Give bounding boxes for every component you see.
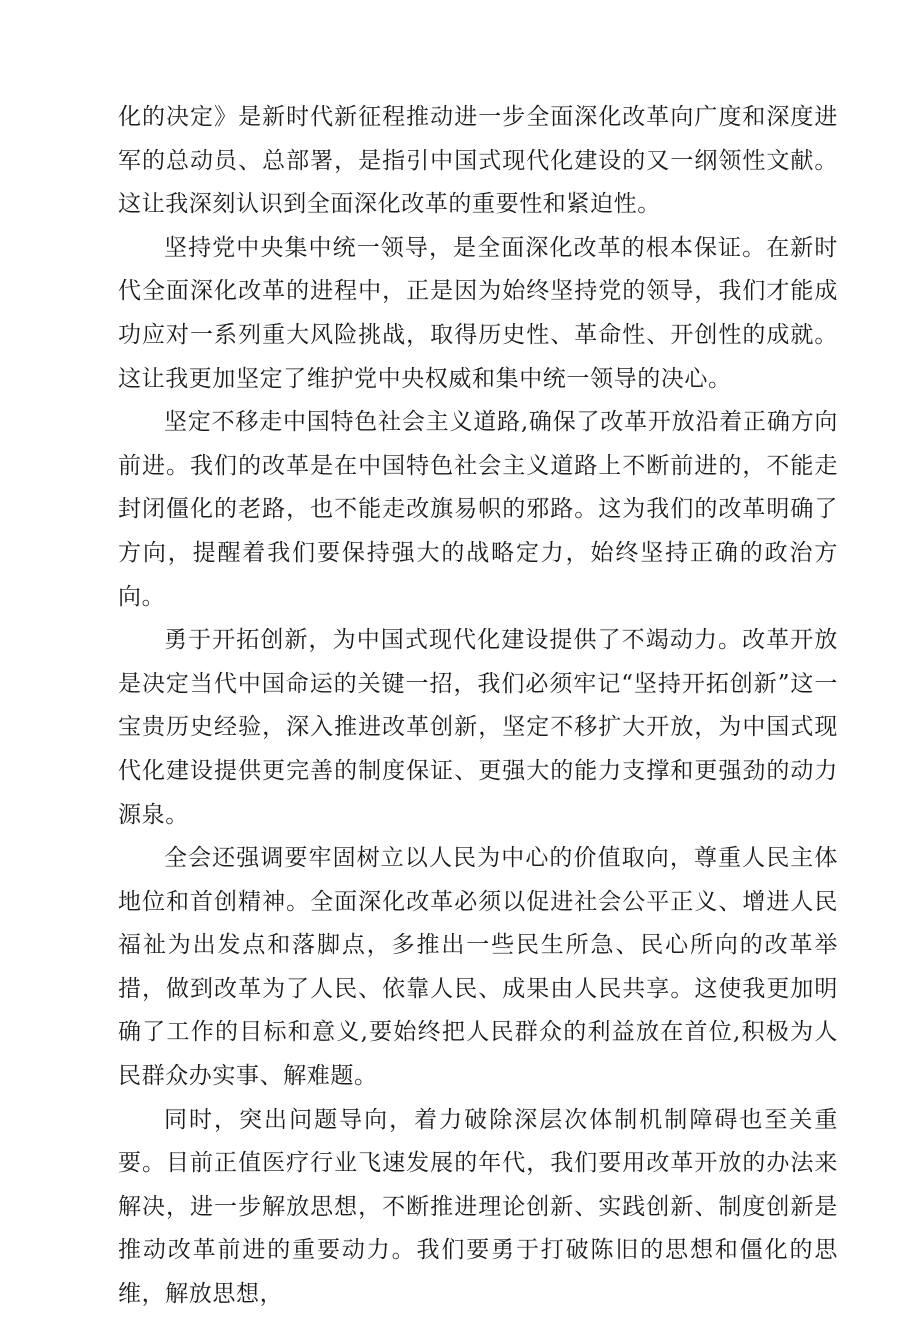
paragraph-6: 同时，突出问题导向，着力破除深层次体制机制障碍也至关重要。目前正值医疗行业飞速发展的年代，我们要用改革开放的办法来解决，进一步解放思想，不断推进理论创新、实践创新、制度创新是推动改革前进的重要动力。我们要勇于打破陈旧的思想和僵化的思维，解放思想， xyxy=(118,1106,838,1308)
paragraph-1: 化的决定》是新时代新征程推动进一步全面深化改革向广度和深度进军的总动员、总部署，是指引中国式现代化建设的又一纲领性文献。这让我深刻认识到全面深化改革的重要性和紧迫性。 xyxy=(118,104,838,218)
paragraph-5: 全会还强调要牢固树立以人民为中心的价值取向，尊重人民主体地位和首创精神。全面深化改革必须以促进社会公平正义、增进人民福祉为出发点和落脚点，多推出一些民生所急、民心所向的改革举措，做到改革为了人民、依靠人民、成果由人民共享。这使我更加明确了工作的目标和意义,要始终把人民群众的利益放在首位,积极为人民群众办实事、解难题。 xyxy=(118,845,838,1090)
paragraph-3: 坚定不移走中国特色社会主义道路,确保了改革开放沿着正确方向前进。我们的改革是在中国特色社会主义道路上不断前进的，不能走封闭僵化的老路，也不能走改旗易帜的邪路。这为我们的改革明确了方向，提醒着我们要保持强大的战略定力，始终坚持正确的政治方向。 xyxy=(118,409,838,610)
document-body xyxy=(118,96,838,1317)
paragraph-4: 勇于开拓创新，为中国式现代化建设提供了不竭动力。改革开放是决定当代中国命运的关键一招，我们必须牢记“坚持开拓创新”这一宝贵历史经验，深入推进改革创新，坚定不移扩大开放，为中国式现代化建设提供更完善的制度保证、更强大的能力支撑和更强劲的动力源泉。 xyxy=(118,627,838,828)
paragraph-2: 坚持党中央集中统一领导，是全面深化改革的根本保证。在新时代全面深化改革的进程中，正是因为始终坚持党的领导，我们才能成功应对一系列重大风险挑战，取得历史性、革命性、开创性的成就。这让我更加坚定了维护党中央权威和集中统一领导的决心。 xyxy=(118,234,838,392)
